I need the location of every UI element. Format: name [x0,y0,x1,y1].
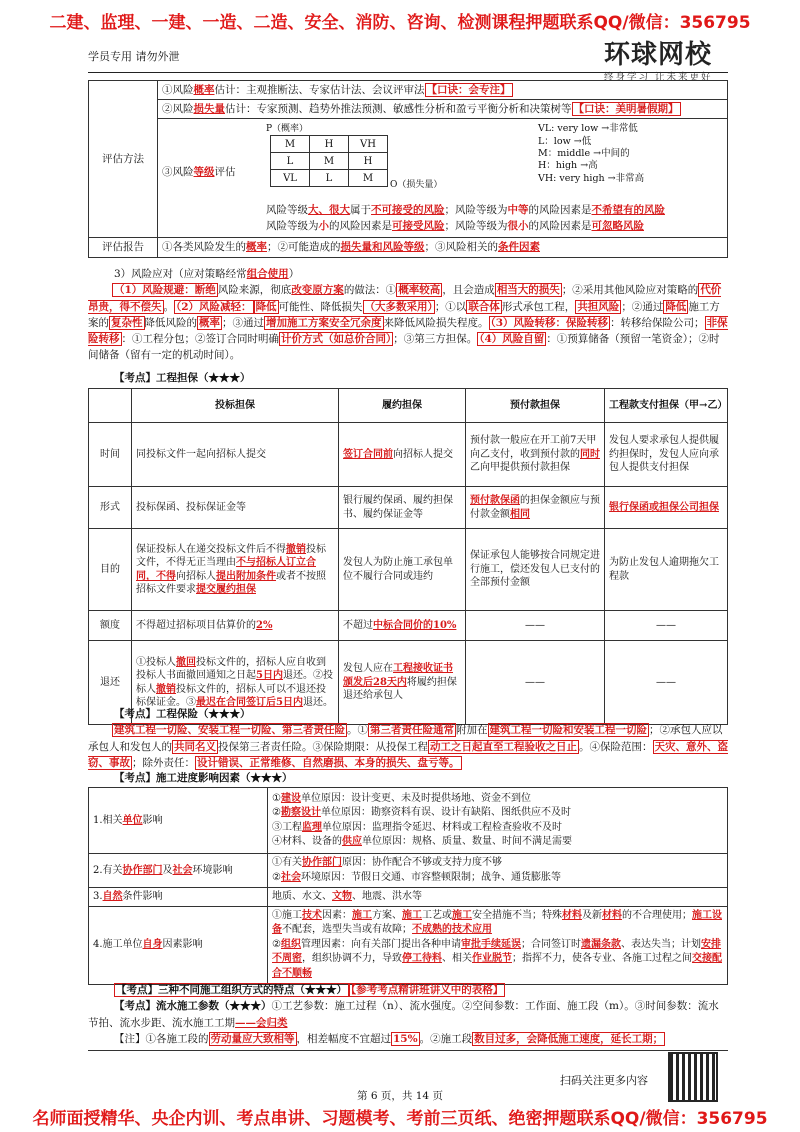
eval-row-probability: ①风险概率估计：主观推断法、专家估计法、会议评审法 【口诀：会专注】 [158,81,728,100]
progress-row-nature: 3.自然条件影响 地质、水文、文物、地震、洪水等 [89,888,728,907]
level-label: ③风险等级评估 [162,166,236,179]
guarantee-corner [89,389,132,423]
site-logo[interactable] [604,34,713,83]
col-advance: 预付款担保 [466,389,605,423]
top-banner: 二建、监理、一建、一造、二造、安全、消防、咨询、检测课程押题联系QQ/微信：356795 [49,13,751,33]
progress-heading: 【考点】施工进度影响因素（★★★） [114,772,293,784]
guarantee-table [88,388,728,725]
guarantee-row-form: 形式 投标保函、投标保证金等 银行履约保函、履约担保书、履约保证金等 预付款保函的担保金额应与预付款金额相同 银行保函或担保公司担保 [89,487,728,529]
logo-text: 环球网校 [604,40,713,70]
risk-evaluation-table [88,80,728,258]
level-explanation: 风险等级大、很大属于不可接受的风险；风险等级为中等的风险因素是不希望有的风险 风险等级为小的风险因素是可接受风险；风险等级为很小的风险因素是可忽略风险 [266,204,665,232]
guarantee-row-purpose: 目的 保证投标人在递交投标文件后不得撤销投标文件，不得无正当理由不与招标人订立合同，不得向招标人提出附加条件或者不按照招标文件要求提交履约担保 发包人为防止施工承包单位不履行合同或违约 保证承包人能够按合同规定进行施工，偿还发包人已支付的全部预付金额 为防止发包人逾期拖欠工程款 [89,529,728,611]
progress-row-social: 2.有关协作部门及社会环境影响 ①有关协作部门原因：协作配合不够或支持力度不够 ②社会环境原因：节假日交通、市容整顿限制；战争、通货膨胀等 [89,854,728,888]
progress-row-self: 4.施工单位自身因素影响 ①施工技术因素：施工方案、施工工艺或施工安全措施不当；特殊材料及新材料的不合理使用；施工设备不配套，选型失当或有故障；不成熟的技术应用 ②组织管理因素：向有关部门提出各种申请审批手续延误；合同签订时遗漏条款、表达失当；计划安排不周密，组织协调不力，导致停工待料、相关作业脱节；指挥不力，使各专业、各施工过程之间交接配合不顺畅 [89,906,728,984]
page-number: 第 6 页，共 14 页 [357,1090,443,1102]
qr-caption: 扫码关注更多内容 [560,1074,648,1087]
eval-report-label: 评估报告 [89,238,158,257]
guarantee-row-time: 时间 同投标文件一起向招标人提交 签订合同前向招标人提交 预付款一般应在开工前7天甲向乙支付，收到预付款的同时乙向甲提供预付款担保 发包人要求承包人提供履约担保时，发包人应向承包人提供支付担保 [89,423,728,487]
axis-p-label: P（概率） [266,124,309,135]
eval-method-label: 评估方法 [89,81,158,238]
col-performance: 履约担保 [339,389,466,423]
guarantee-heading: 【考点】工程担保（★★★） [114,372,251,384]
eval-row-loss: ②风险损失量估计：专家预测、趋势外推法预测、敏感性分析和盈亏平衡分析和决策树等 【口诀：美明暑假期】 [158,100,728,119]
level-legend: VL: very low →非常低 L：low →低 M：middle →中间的 H：high →高 VH: very high →非常高 [538,123,645,184]
footer-rule [88,1050,728,1051]
insurance-section: 【考点】工程保险（★★★） 建筑工程一切险、安装工程一切险、第三者责任险 。① 第三者责任险通常 附加在 建筑工程一切险和安装工程一切险 ；②承包人应以承包人和发包人的 共同名义 投保第三者责任险。③保险期限：从投保工程 动工之日起直至工程验收之日止 。④保险范围： 天灾、意外、盗窃、事故 ；除外责任： 设计错误、正常维修、自然磨损、本身的损失、盘亏等。 [88,708,728,769]
progress-factors-table [88,787,728,985]
axis-o-label: O（损失量） [390,180,443,191]
guarantee-row-return: 退还 ①投标人撤回投标文件的，招标人应自收到投标人书面撤回通知之日起5日内退还。②投标人撤销投标文件的，招标人可以不退还投标保证金。③最迟在合同签订后5日内退还。 发包人应在工程接收证书颁发后28天内将履约担保退还给承包人 —— —— [89,641,728,725]
flow-section: 【考点】三种不同施工组织方式的特点（★★★） 【参考考点精讲班讲义中的表格】 【考点】流水施工参数（★★★）①工艺参数：施工过程（n）、流水强度。②空间参数：工作面、施工段（m）。③时间参数：流水节拍、流水步距、流水施工工期——会归类 【注】①各施工段的 劳动量应大致相等 ，相差幅度不宜超过 15% 。②施工段 数目过多，会降低施工速度，延长工期； [88,984,719,1045]
response-title: 3）风险应对（应对策略经常组合使用） [114,268,300,280]
col-payment: 工程款支付担保（甲→乙） [605,389,728,423]
eval-report-content: ①各类风险发生的概率；②可能造成的损失量和风险等级；③风险相关的条件因素 [158,238,728,257]
header-rule [88,72,728,73]
bottom-banner: 名师面授精华、央企内训、考点串讲、习题模考、考前三页纸、绝密押题联系QQ/微信：356795 [32,1109,768,1129]
progress-row-units: 1.相关单位影响 ①建设单位原因：设计变更、未及时提供场地、资金不到位 ②勘察设计单位原因：勘察资料有误、设计有缺陷、图纸供应不及时 ③工程监理单位原因：监理指令延迟、材料或工程检查验收不及时 ④材料、设备的供应单位原因：规格、质量、数量、时间不满足需要 [89,788,728,854]
header-note: 学员专用 请勿外泄 [88,50,180,63]
eval-row-level [158,119,728,238]
response-body: （1）风险规避：断绝 风险来源，彻底改变原方案的做法：① 概率较高 ，且会造成 相当大的损失 ；②采用其他风险应对策略的 代价昂贵，得不偿失 。 （2）风险减轻： 降低 可能性、降低损失 （大多数采用） ；①以 联合体 形式承包工程， 共担风险 ；②通过 降低 施工方案的 复杂性 降低风险的 概率 ；③通过 增加施工方案安全冗余度 来降低风险损失程度。 （3）风险转移：保险转移 ：转移给保险公司； 非保险转移 ：①工程分包；②签订合同时明确 计价方式（如总价合同） ；③第三方担保。 （4）风险自留 ：①预算储备（预留一笔资金）；②时间储备（留有一定的机动时间）。 [88,284,728,362]
risk-level-grid: M H VH L M H VL L M [270,135,388,187]
guarantee-row-amount: 额度 不得超过招标项目估算价的2% 不超过中标合同价的10% —— —— [89,611,728,641]
risk-response-section [88,266,728,364]
logo-slogan: 终身学习 让未来更好 [604,72,713,83]
col-bid: 投标担保 [132,389,339,423]
